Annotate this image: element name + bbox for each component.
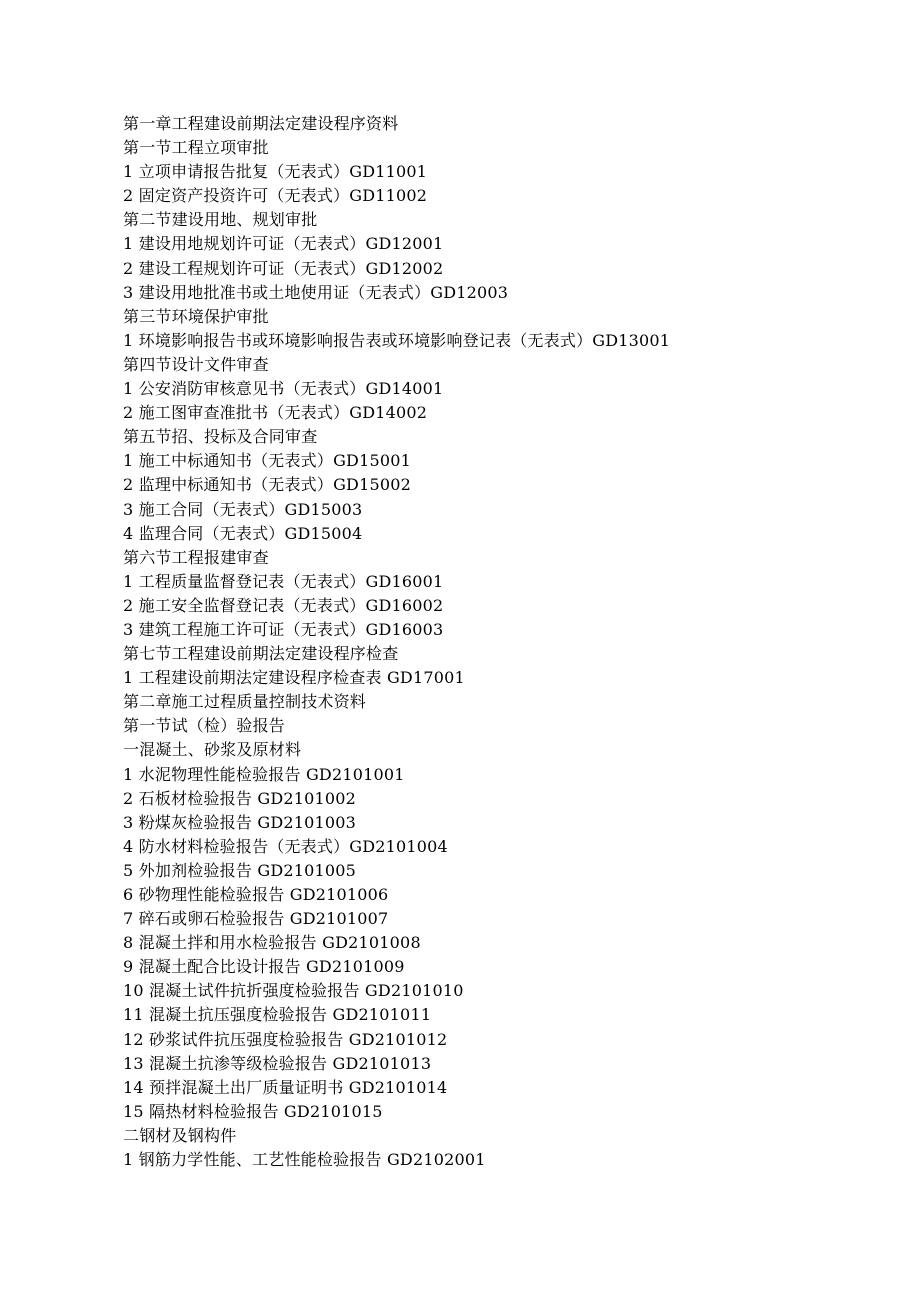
document-line: 1 施工中标通知书（无表式）GD15001 [123, 451, 411, 471]
document-line: 2 施工安全监督登记表（无表式）GD16002 [123, 595, 444, 615]
document-line: 第七节工程建设前期法定建设程序检查 [123, 644, 399, 664]
document-line: 10 混凝土试件抗折强度检验报告 GD2101010 [123, 981, 464, 1001]
document-line: 11 混凝土抗压强度检验报告 GD2101011 [123, 1005, 432, 1025]
document-line: 第五节招、投标及合同审查 [123, 427, 318, 447]
document-line: 3 建设用地批准书或土地使用证（无表式）GD12003 [123, 282, 509, 302]
document-line: 第一章工程建设前期法定建设程序资料 [123, 114, 399, 133]
document-line: 3 粉煤灰检验报告 GD2101003 [123, 812, 357, 832]
document-line: 二钢材及钢构件 [123, 1125, 237, 1145]
document-line: 6 砂物理性能检验报告 GD2101006 [123, 885, 389, 904]
document-line: 2 固定资产投资许可（无表式）GD11002 [123, 186, 428, 206]
document-line: 1 公安消防审核意见书（无表式）GD14001 [123, 379, 444, 399]
document-line: 9 混凝土配合比设计报告 GD2101009 [123, 957, 405, 977]
document-line: 15 隔热材料检验报告 GD2101015 [123, 1101, 383, 1121]
document-line: 2 建设工程规划许可证（无表式）GD12002 [123, 258, 444, 278]
document-line: 第四节设计文件审查 [123, 354, 269, 374]
document-line: 一混凝土、砂浆及原材料 [123, 740, 302, 760]
document-line: 1 水泥物理性能检验报告 GD2101001 [123, 764, 405, 784]
document-body [123, 112, 883, 1172]
document-line: 1 立项申请报告批复（无表式）GD11001 [123, 162, 428, 182]
document-line: 1 工程质量监督登记表（无表式）GD16001 [123, 571, 444, 591]
document-line: 12 砂浆试件抗压强度检验报告 GD2101012 [123, 1029, 448, 1049]
document-line: 4 监理合同（无表式）GD15004 [123, 523, 363, 543]
document-line: 第三节环境保护审批 [123, 306, 269, 326]
document-line: 第一节试（检）验报告 [123, 716, 286, 736]
document-line: 8 混凝土拌和用水检验报告 GD2101008 [123, 933, 421, 953]
document-line: 13 混凝土抗渗等级检验报告 GD2101013 [123, 1053, 432, 1073]
document-line: 3 施工合同（无表式）GD15003 [123, 499, 363, 519]
document-line: 5 外加剂检验报告 GD2101005 [123, 860, 357, 880]
document-line: 1 钢筋力学性能、工艺性能检验报告 GD2102001 [123, 1150, 486, 1170]
document-line: 1 环境影响报告书或环境影响报告表或环境影响登记表（无表式）GD13001 [123, 330, 671, 350]
document-line: 1 建设用地规划许可证（无表式）GD12001 [123, 234, 444, 254]
document-line: 1 工程建设前期法定建设程序检查表 GD17001 [123, 668, 465, 688]
document-line: 7 碎石或卵石检验报告 GD2101007 [123, 909, 389, 929]
document-line: 2 石板材检验报告 GD2101002 [123, 788, 357, 808]
document-line: 第六节工程报建审查 [123, 547, 269, 567]
document-line: 14 预拌混凝土出厂质量证明书 GD2101014 [123, 1077, 448, 1097]
document-line: 第二章施工过程质量控制技术资料 [123, 692, 367, 712]
document-line: 第一节工程立项审批 [123, 138, 269, 158]
document-line: 2 监理中标通知书（无表式）GD15002 [123, 475, 411, 495]
document-line: 3 建筑工程施工许可证（无表式）GD16003 [123, 619, 444, 639]
document-line: 2 施工图审查准批书（无表式）GD14002 [123, 403, 428, 423]
document-line: 第二节建设用地、规划审批 [123, 210, 318, 230]
document-line: 4 防水材料检验报告（无表式）GD2101004 [123, 836, 448, 856]
